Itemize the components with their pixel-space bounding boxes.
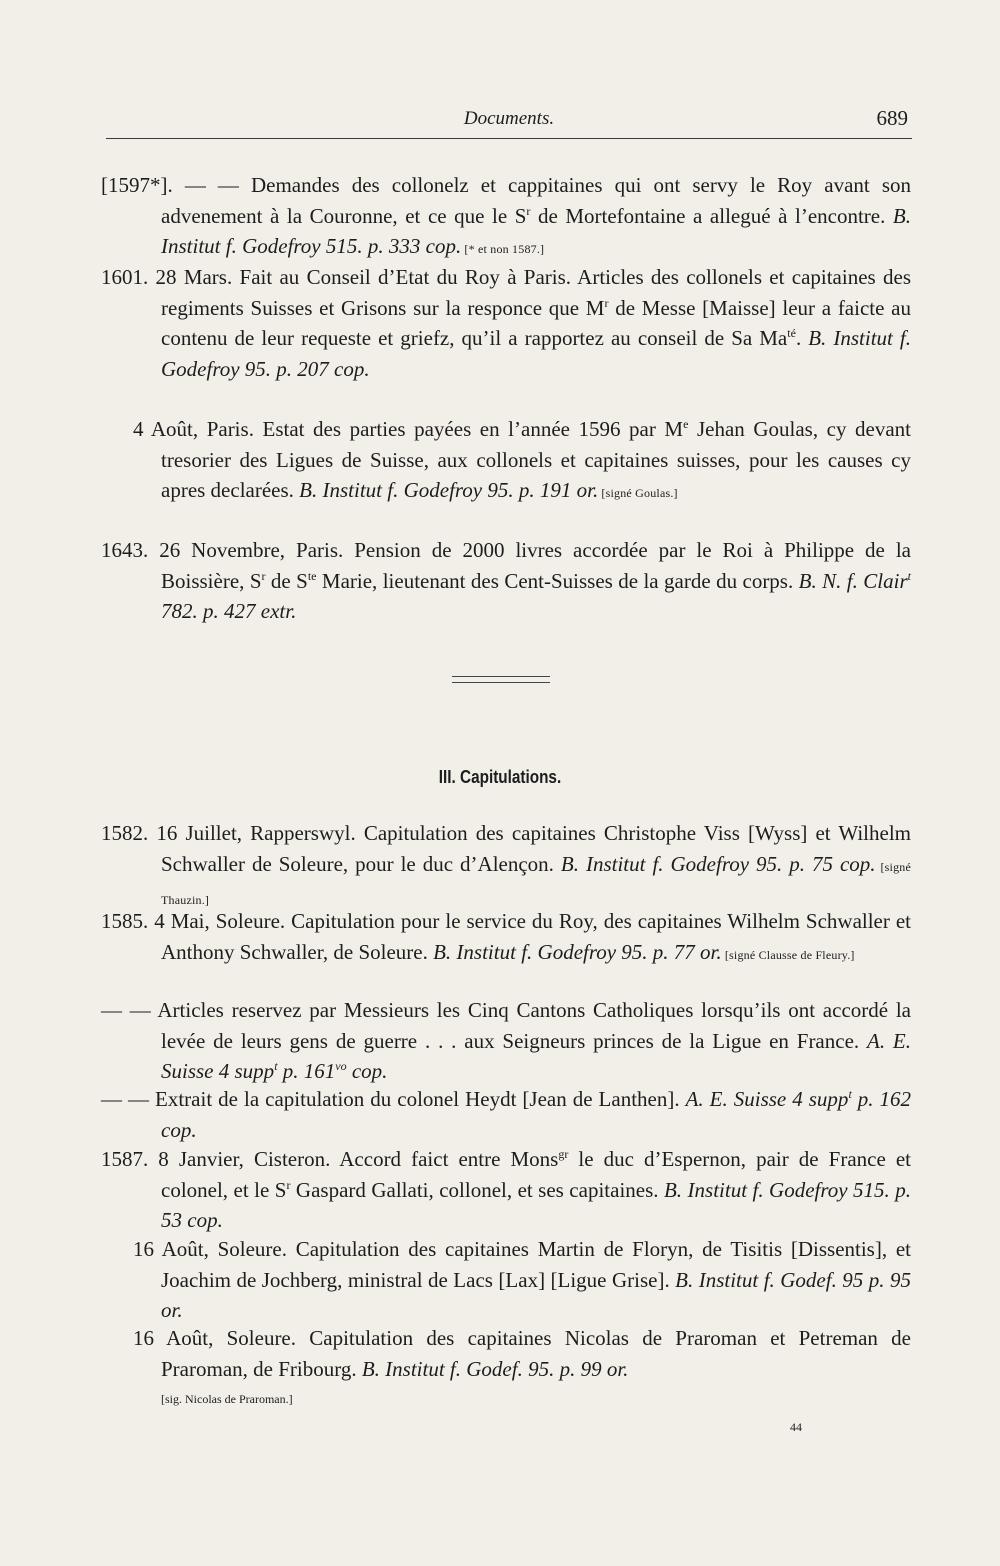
entry-source: B. Institut f. Godefroy 95. p. 191 or. bbox=[299, 478, 599, 502]
entry-1582 bbox=[101, 818, 912, 916]
page-header bbox=[106, 104, 912, 139]
entry-extrait bbox=[101, 1084, 912, 1145]
entry-source: A. E. Suisse 4 supp bbox=[685, 1087, 849, 1111]
entry-text: 28 Mars. Fait au Conseil d’Etat du Roy à Paris. Articles des collonels et capitaines des regiments Suisses et Grisons sur la responce que M bbox=[148, 265, 911, 320]
entry-text: Extrait de la capitulation du colonel Heydt [Jean de Lanthen]. bbox=[149, 1087, 686, 1111]
entry-text: Articles reservez par Messieurs les Cinq Cantons Catholiques lorsqu’ils ont accordé la levée de leurs gens de guerre . . . aux Seigneurs princes de la Ligue en France. bbox=[150, 998, 911, 1053]
entry-articles bbox=[101, 995, 912, 1087]
superscript: r bbox=[261, 568, 266, 583]
entry-source: B. Institut f. Godef. 95 p. 95 or. bbox=[161, 1267, 911, 1322]
entry-1587-aout-praroman bbox=[133, 1323, 911, 1384]
entry-source: B. Institut f. Godefroy 95. p. 77 or. bbox=[433, 939, 722, 964]
entry-date: — — bbox=[101, 998, 151, 1022]
entry-source: B. Institut f. Godefroy 95. p. 207 cop. bbox=[161, 326, 911, 381]
entry-text: de Messe [Maisse] leur a faicte au contenu de leur requeste et griefz, qu’il a rapportez au conseil de Sa Ma bbox=[161, 295, 911, 350]
entry-text: Gaspard Gallati, collonel, et ses capitaines. bbox=[290, 1177, 664, 1202]
entry-1601-aout bbox=[133, 414, 911, 509]
entry-source: B. N. f. Clair bbox=[798, 568, 908, 593]
entry-text: Août, Paris. Estat des parties payées en l’année 1596 par M bbox=[143, 417, 684, 441]
entry-source: A. E. Suisse 4 supp bbox=[161, 1028, 912, 1083]
running-title: Documents. bbox=[463, 108, 555, 129]
entry-date: 4 bbox=[133, 417, 144, 441]
entry-1587 bbox=[101, 1144, 911, 1236]
superscript: vo bbox=[335, 1059, 347, 1073]
superscript: r bbox=[286, 1177, 291, 1192]
superscript: t bbox=[907, 568, 911, 583]
entry-date: 16 bbox=[133, 1326, 154, 1350]
superscript: gr bbox=[558, 1147, 569, 1161]
entry-note: [* et non 1587.] bbox=[461, 242, 545, 256]
entry-text: 4 Mai, Soleure. Capitulation pour le service du Roy, des capitaines Wilhelm Schwaller et Anthony Schwaller, de Soleure. bbox=[148, 909, 911, 964]
entry-text: Août, Soleure. Capitulation des capitaines Martin de Floryn, de Tisitis [Dissentis], et Joachim de Jochberg, ministral de Lacs [Lax] [Ligue Grise]. bbox=[154, 1237, 911, 1292]
superscript: e bbox=[683, 417, 689, 431]
entry-date: 1582. bbox=[101, 821, 149, 845]
entry-text: 26 Novembre, Paris. Pension de 2000 livres accordée par le Roi à Philippe de la Boissière, S bbox=[148, 538, 911, 593]
entry-date: 1585. bbox=[101, 909, 149, 933]
entry-text: Jehan Goulas, cy devant tresorier des Ligues de Suisse, aux collonels et capitaines suisses, pour les causes cy apres declarées. bbox=[161, 417, 911, 502]
entry-source: cop. bbox=[346, 1059, 388, 1083]
section-divider bbox=[452, 676, 550, 686]
entry-text: Août, Soleure. Capitulation des capitaines Nicolas de Praroman et Petreman de Praroman, de Fribourg. bbox=[154, 1326, 911, 1381]
entry-note: [signé Clausse de Fleury.] bbox=[721, 947, 855, 962]
entry-note: [signé Thauzin.] bbox=[161, 859, 912, 907]
entry-text: 16 Juillet, Rapperswyl. Capitulation des capitaines Christophe Viss [Wyss] et Wilhelm Schwaller de Soleure, pour le duc d’Alençon. bbox=[148, 821, 911, 876]
entry-text: 8 Janvier, Cisteron. Accord faict entre Mons bbox=[148, 1147, 559, 1171]
entry-source: B. Institut f. Godefroy 515. p. 333 cop. bbox=[161, 203, 911, 258]
section-heading: III. Capitulations. bbox=[438, 767, 562, 787]
superscript: r bbox=[526, 203, 531, 218]
entry-text: de S bbox=[265, 568, 308, 593]
entry-source: B. Institut f. Godef. 95. p. 99 or. bbox=[361, 1356, 629, 1381]
entry-1643 bbox=[101, 535, 911, 627]
entry-source: B. Institut f. Godefroy 95. p. 75 cop. bbox=[560, 851, 876, 876]
entry-date: 1643. bbox=[101, 538, 149, 562]
entry-text: . bbox=[795, 326, 809, 350]
superscript: r bbox=[604, 295, 609, 310]
entry-date: 1587. bbox=[101, 1147, 149, 1171]
superscript: t bbox=[274, 1059, 278, 1073]
entry-date: — — bbox=[101, 1087, 150, 1111]
entry-date: 1601. bbox=[101, 265, 149, 289]
entry-source: 782. p. 427 extr. bbox=[161, 599, 297, 623]
entry-source: p. 162 cop. bbox=[161, 1087, 912, 1142]
entry-source: B. Institut f. Godefroy 515. p. 53 cop. bbox=[161, 1177, 911, 1232]
entry-text: — — Demandes des collonelz et cappitaines qui ont servy le Roy avant son advenement à la Couronne, et ce que le S bbox=[161, 173, 911, 228]
entry-1587-aout-floryn bbox=[133, 1234, 911, 1326]
superscript: t bbox=[848, 1087, 852, 1101]
entry-note: [signé Goulas.] bbox=[598, 486, 678, 500]
superscript: té bbox=[787, 326, 796, 340]
entry-source: p. 161 bbox=[277, 1059, 336, 1083]
page-number: 689 bbox=[876, 106, 908, 130]
entry-1585 bbox=[101, 906, 911, 970]
superscript: te bbox=[307, 568, 317, 583]
entry-date: [1597*]. bbox=[101, 173, 173, 197]
entry-text: le duc d’Espernon, pair de France et colonel, et le S bbox=[161, 1147, 911, 1202]
signature-note: [sig. Nicolas de Praroman.] bbox=[161, 1392, 293, 1406]
entry-text: Marie, lieutenant des Cent-Suisses de la garde du corps. bbox=[316, 568, 799, 593]
signature-number: 44 bbox=[790, 1420, 802, 1434]
entry-text: de Mortefontaine a allegué à l’encontre. bbox=[530, 203, 893, 228]
entry-1597 bbox=[101, 170, 911, 265]
entry-date: 16 bbox=[133, 1237, 154, 1261]
entry-1601 bbox=[101, 262, 911, 384]
